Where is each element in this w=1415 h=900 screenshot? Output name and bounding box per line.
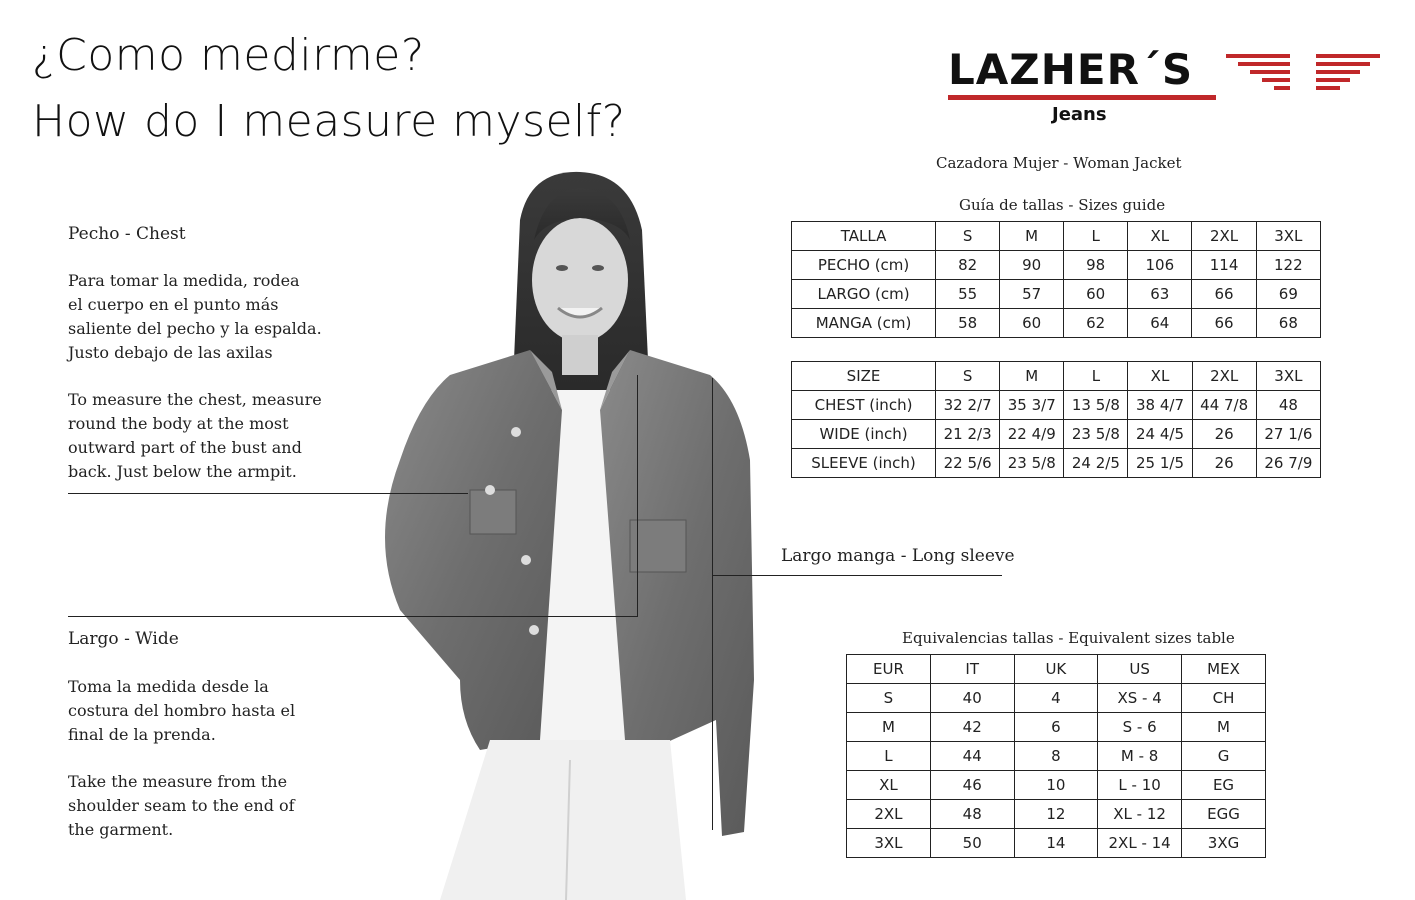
wide-description-es bbox=[68, 675, 295, 747]
table-cell: 6 bbox=[1014, 713, 1098, 742]
table-cell: EGG bbox=[1182, 800, 1266, 829]
table-cell: 13 5/8 bbox=[1064, 391, 1128, 420]
table-cell: G bbox=[1182, 742, 1266, 771]
table-header-row bbox=[792, 362, 1321, 391]
table-cell: IT bbox=[930, 655, 1014, 684]
table-cell: 60 bbox=[1064, 280, 1128, 309]
table-cell: 26 bbox=[1192, 449, 1256, 478]
table-cell: CHEST (inch) bbox=[792, 391, 936, 420]
table-row bbox=[847, 713, 1266, 742]
table-row bbox=[792, 420, 1321, 449]
table-cell: 10 bbox=[1014, 771, 1098, 800]
text-line: round the body at the most bbox=[68, 414, 289, 433]
table-cell: 44 bbox=[930, 742, 1014, 771]
wide-guide-line bbox=[68, 616, 638, 617]
text-line: Take the measure from the bbox=[68, 772, 288, 791]
table-row bbox=[847, 829, 1266, 858]
table-cell: XL - 12 bbox=[1098, 800, 1182, 829]
logo-stripes-right bbox=[1316, 54, 1380, 90]
table-cell: L bbox=[1064, 222, 1128, 251]
table-cell: MEX bbox=[1182, 655, 1266, 684]
table-cell: 42 bbox=[930, 713, 1014, 742]
logo-subtitle: Jeans bbox=[1052, 104, 1107, 125]
table-cell: 22 5/6 bbox=[936, 449, 1000, 478]
table-cell: 14 bbox=[1014, 829, 1098, 858]
size-table-inch bbox=[791, 361, 1321, 478]
table-cell: 26 bbox=[1192, 420, 1256, 449]
logo-wordmark: LAZHER´S bbox=[948, 45, 1194, 94]
table-cell: 114 bbox=[1192, 251, 1256, 280]
table-cell: 55 bbox=[936, 280, 1000, 309]
table-cell: US bbox=[1098, 655, 1182, 684]
table-cell: 21 2/3 bbox=[936, 420, 1000, 449]
table-cell: 69 bbox=[1256, 280, 1320, 309]
table-cell: 24 2/5 bbox=[1064, 449, 1128, 478]
equivalence-table bbox=[846, 654, 1266, 858]
table-cell: 46 bbox=[930, 771, 1014, 800]
text-line: To measure the chest, measure bbox=[68, 390, 322, 409]
table-cell: SLEEVE (inch) bbox=[792, 449, 936, 478]
chest-heading: Pecho - Chest bbox=[68, 224, 186, 244]
table-cell: 64 bbox=[1128, 309, 1192, 338]
table-cell: S bbox=[847, 684, 931, 713]
table-cell: 60 bbox=[1000, 309, 1064, 338]
table-cell: 82 bbox=[936, 251, 1000, 280]
table-row bbox=[847, 800, 1266, 829]
text-line: outward part of the bust and bbox=[68, 438, 302, 457]
table-row bbox=[792, 251, 1321, 280]
sleeve-guide-line bbox=[712, 575, 1002, 576]
table-cell: 58 bbox=[936, 309, 1000, 338]
table-cell: L bbox=[847, 742, 931, 771]
wide-guide-vertical bbox=[637, 375, 638, 616]
table-cell: CH bbox=[1182, 684, 1266, 713]
table-cell: 62 bbox=[1064, 309, 1128, 338]
table-cell: 4 bbox=[1014, 684, 1098, 713]
product-caption: Cazadora Mujer - Woman Jacket bbox=[936, 154, 1182, 172]
table-row bbox=[847, 742, 1266, 771]
table-cell: 32 2/7 bbox=[936, 391, 1000, 420]
wide-heading: Largo - Wide bbox=[68, 629, 179, 649]
sleeve-heading: Largo manga - Long sleeve bbox=[781, 546, 1015, 566]
table-cell: L bbox=[1064, 362, 1128, 391]
model-photo bbox=[330, 160, 770, 900]
table-cell: 50 bbox=[930, 829, 1014, 858]
table-cell: L - 10 bbox=[1098, 771, 1182, 800]
table-row bbox=[792, 449, 1321, 478]
table-cell: 24 4/5 bbox=[1128, 420, 1192, 449]
text-line: el cuerpo en el punto más bbox=[68, 295, 279, 314]
table-row bbox=[847, 771, 1266, 800]
table-cell: 2XL - 14 bbox=[1098, 829, 1182, 858]
table-cell: 12 bbox=[1014, 800, 1098, 829]
table-cell: 25 1/5 bbox=[1128, 449, 1192, 478]
text-line: back. Just below the armpit. bbox=[68, 462, 297, 481]
table-cell: PECHO (cm) bbox=[792, 251, 936, 280]
table-cell: 2XL bbox=[1192, 222, 1256, 251]
table-cell: WIDE (inch) bbox=[792, 420, 936, 449]
table-cell: 48 bbox=[930, 800, 1014, 829]
table-cell: SIZE bbox=[792, 362, 936, 391]
table-cell: M bbox=[1182, 713, 1266, 742]
table-cell: 27 1/6 bbox=[1256, 420, 1320, 449]
table-cell: 3XG bbox=[1182, 829, 1266, 858]
text-line: saliente del pecho y la espalda. bbox=[68, 319, 322, 338]
table-cell: M bbox=[847, 713, 931, 742]
table-cell: 106 bbox=[1128, 251, 1192, 280]
table-row bbox=[792, 280, 1321, 309]
table-cell: 44 7/8 bbox=[1192, 391, 1256, 420]
text-line: final de la prenda. bbox=[68, 725, 216, 744]
table-cell: EG bbox=[1182, 771, 1266, 800]
table-cell: 35 3/7 bbox=[1000, 391, 1064, 420]
table-cell: M - 8 bbox=[1098, 742, 1182, 771]
table-row bbox=[792, 391, 1321, 420]
table-cell: 66 bbox=[1192, 309, 1256, 338]
table-cell: UK bbox=[1014, 655, 1098, 684]
text-line: Justo debajo de las axilas bbox=[68, 343, 273, 362]
table-cell: XL bbox=[847, 771, 931, 800]
equivalents-caption: Equivalencias tallas - Equivalent sizes table bbox=[902, 629, 1235, 647]
table-cell: 22 4/9 bbox=[1000, 420, 1064, 449]
table-cell: EUR bbox=[847, 655, 931, 684]
table-cell: 3XL bbox=[1256, 362, 1320, 391]
chest-description-es bbox=[68, 269, 322, 365]
table-cell: 3XL bbox=[1256, 222, 1320, 251]
table-cell: 57 bbox=[1000, 280, 1064, 309]
table-cell: S bbox=[936, 362, 1000, 391]
table-cell: 2XL bbox=[847, 800, 931, 829]
table-cell: 122 bbox=[1256, 251, 1320, 280]
table-cell: 63 bbox=[1128, 280, 1192, 309]
text-line: the garment. bbox=[68, 820, 174, 839]
table-cell: M bbox=[1000, 362, 1064, 391]
table-cell: S - 6 bbox=[1098, 713, 1182, 742]
chest-description-en bbox=[68, 388, 322, 484]
table-row bbox=[847, 684, 1266, 713]
brand-logo bbox=[948, 46, 1388, 130]
size-table-cm bbox=[791, 221, 1321, 338]
logo-underline bbox=[948, 95, 1216, 100]
table-cell: M bbox=[1000, 222, 1064, 251]
sizes-guide-caption: Guía de tallas - Sizes guide bbox=[959, 196, 1166, 214]
table-cell: 48 bbox=[1256, 391, 1320, 420]
table-header-row bbox=[847, 655, 1266, 684]
title-spanish: ¿Como medirme? bbox=[32, 30, 425, 81]
table-cell: 66 bbox=[1192, 280, 1256, 309]
table-cell: XS - 4 bbox=[1098, 684, 1182, 713]
logo-stripes-left bbox=[1226, 54, 1290, 90]
table-cell: S bbox=[936, 222, 1000, 251]
chest-guide-line bbox=[68, 493, 468, 494]
table-cell: 98 bbox=[1064, 251, 1128, 280]
table-cell: 3XL bbox=[847, 829, 931, 858]
table-cell: 8 bbox=[1014, 742, 1098, 771]
table-cell: 68 bbox=[1256, 309, 1320, 338]
wide-description-en bbox=[68, 770, 295, 842]
table-cell: XL bbox=[1128, 362, 1192, 391]
text-line: Para tomar la medida, rodea bbox=[68, 271, 300, 290]
table-cell: XL bbox=[1128, 222, 1192, 251]
text-line: shoulder seam to the end of bbox=[68, 796, 295, 815]
table-cell: LARGO (cm) bbox=[792, 280, 936, 309]
table-cell: 38 4/7 bbox=[1128, 391, 1192, 420]
table-cell: 23 5/8 bbox=[1000, 449, 1064, 478]
text-line: costura del hombro hasta el bbox=[68, 701, 296, 720]
table-cell: 90 bbox=[1000, 251, 1064, 280]
sleeve-guide-vertical bbox=[712, 378, 713, 830]
table-header-row bbox=[792, 222, 1321, 251]
text-line: Toma la medida desde la bbox=[68, 677, 269, 696]
title-english: How do I measure myself? bbox=[32, 96, 626, 147]
table-cell: 26 7/9 bbox=[1256, 449, 1320, 478]
table-cell: MANGA (cm) bbox=[792, 309, 936, 338]
table-row bbox=[792, 309, 1321, 338]
table-cell: TALLA bbox=[792, 222, 936, 251]
table-cell: 40 bbox=[930, 684, 1014, 713]
table-cell: 23 5/8 bbox=[1064, 420, 1128, 449]
table-cell: 2XL bbox=[1192, 362, 1256, 391]
